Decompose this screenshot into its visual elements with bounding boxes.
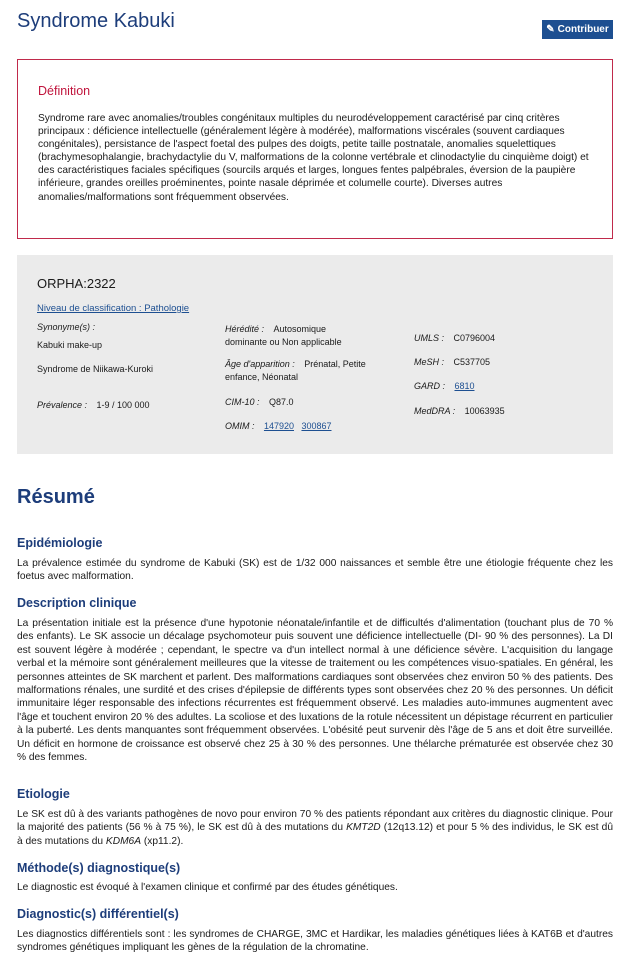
mesh-label: MeSH : <box>414 357 445 367</box>
etiology-text-1: Le SK est dû à des variants pathogènes de novo pour environ 70 % des patients répondant aux critères du diagnostic clinique. Pour la majorité des patients (56 % à 75 %), le SK est dû à des mutations du <box>17 809 613 834</box>
meddra-label: MedDRA : <box>414 406 456 416</box>
mesh-row <box>414 352 490 370</box>
onset-value-2: enfance, Néonatal <box>225 372 299 382</box>
etiology-text-3: (xp11.2). <box>141 835 184 847</box>
mesh-value: C537705 <box>453 357 491 367</box>
omim-label: OMIM : <box>225 421 255 431</box>
gene-kmt2d: KMT2D <box>346 822 381 834</box>
section-heading-diagnostic: Méthode(s) diagnostique(s) <box>17 861 181 875</box>
section-text-diagnostic: Le diagnostic est évoqué à l'examen clinique et confirmé par des études génétiques. <box>17 882 398 893</box>
summary-heading: Résumé <box>17 486 95 508</box>
onset-row <box>225 357 385 383</box>
section-text-etiology <box>17 808 613 848</box>
omim-link[interactable]: 147920 <box>263 421 294 431</box>
umls-value: C0796004 <box>453 333 496 343</box>
info-panel <box>17 255 613 454</box>
section-text-differential: Les diagnostics différentiels sont : les syndromes de CHARGE, 3MC et Hardikar, les maladies génétiques liées à KAT6B et d'autres syndromes génétiques impliquant les gènes de la régulation de la chromatine. <box>17 929 613 954</box>
synonym-item: Syndrome de Niikawa-Kuroki <box>37 364 154 374</box>
section-text-epidemiology: La prévalence estimée du syndrome de Kabuki (SK) est de 1/32 000 naissances et semble être une étiologie fréquente chez les foetus avec malformation. <box>17 558 613 583</box>
icd10-row <box>225 392 294 410</box>
icd10-label: CIM-10 : <box>225 397 260 407</box>
gard-link[interactable]: 6810 <box>454 381 475 391</box>
classification-link[interactable]: Niveau de classification : Pathologie <box>37 303 190 314</box>
onset-value-1: Prénatal, Petite <box>304 359 366 369</box>
heredity-value-2: dominante ou Non applicable <box>225 337 342 347</box>
onset-label: Âge d'apparition : <box>225 359 295 369</box>
section-heading-etiology: Etiologie <box>17 787 70 801</box>
prevalence-row <box>37 395 150 413</box>
etiology-text-2: (12q13.12) et pour 5 % des individus, le SK est dû à des mutations du <box>17 822 613 847</box>
heredity-label: Hérédité : <box>225 324 265 334</box>
contribute-label: Contribuer <box>557 24 609 35</box>
umls-row <box>414 328 495 346</box>
heredity-row <box>225 322 375 348</box>
section-heading-differential: Diagnostic(s) différentiel(s) <box>17 907 179 921</box>
gard-label: GARD : <box>414 381 446 391</box>
prevalence-label: Prévalence : <box>37 400 88 410</box>
section-heading-clinical: Description clinique <box>17 596 137 610</box>
heredity-value-1: Autosomique <box>273 324 327 334</box>
orpha-code: ORPHA:2322 <box>37 276 116 291</box>
definition-heading: Définition <box>38 84 91 98</box>
meddra-value: 10063935 <box>464 406 505 416</box>
section-heading-epidemiology: Epidémiologie <box>17 536 103 550</box>
gard-row <box>414 376 475 394</box>
omim-link[interactable]: 300867 <box>301 421 332 431</box>
gene-kdm6a: KDM6A <box>105 835 142 847</box>
umls-label: UMLS : <box>414 333 445 343</box>
meddra-row <box>414 401 505 419</box>
omim-row <box>225 416 332 434</box>
synonym-item: Kabuki make-up <box>37 340 103 350</box>
definition-text: Syndrome rare avec anomalies/troubles congénitaux multiples du neurodéveloppement caractérisé par cinq critères principaux : déficience intellectuelle (généralement légère à modérée), malformations viscérales (souvent cardiaques congénitales), persistance de l'aspect foetal des pulpes des doigts, petite taille postnatale, anomalies squelettiques (brachymesophalangie, brachydactylie du V, malformations de la colonne vertébrale et clinodactylie du cinquième doigt) et des caractéristiques faciales spécifiques (sourcils arqués et larges, longues fentes palpébrales, éversion de la paupière inférieure, grandes oreilles proéminentes, pointe nasale déprimée et columelle courte). Diverses autres anomalies/malformations sont fréquemment observées. <box>38 113 589 203</box>
pencil-icon: ✎ <box>546 23 555 35</box>
page-title: Syndrome Kabuki <box>17 10 175 32</box>
definition-box <box>17 59 613 239</box>
contribute-button[interactable] <box>542 20 613 39</box>
section-text-clinical: La présentation initiale est la présence d'une hypotonie néonatale/infantile et de difficultés d'alimentation (touchant plus de 70 % des enfants). Le SK associe un décalage psychomoteur puis souvent une déficience intellectuelle (DI- 90 % des personnes). La DI est souvent légère à modérée ; cependant, le spectre va d'un intellect normal à une déficience sévère. L'acquisition du langage verbal et la mémoire sont généralement meilleures que la vitesse de traitement ou les compétences visuo-spatiales. En général, les personnes atteintes de SK marchent et parlent. Des malformations cardiaques sont observées chez environ 50 % des patients. Des malformations rénales, une surdité et des crises d'épilepsie de différents types sont observées chez 20 % des personnes. Un déficit immunitaire léger responsable des infections récurrentes est fréquemment observé. Les maladies auto-immunes augmentent avec l'âge et touchent environ 20 % des adultes. La scoliose et des luxations de la rotule nécessitent un dépistage récurrent en particulier à la puberté. Les dents manquantes sont fréquemment observées. L'obésité peut survenir dès l'âge de 5 ans et doit être surveillée. Un déficit en hormone de croissance est observé chez 25 à 30 % des personnes. Une thélarche prématurée est observée chez 30 % des femmes. <box>17 618 613 764</box>
synonyms-label: Synonyme(s) : <box>37 322 96 332</box>
icd10-value: Q87.0 <box>268 397 294 407</box>
prevalence-value: 1-9 / 100 000 <box>96 400 150 410</box>
